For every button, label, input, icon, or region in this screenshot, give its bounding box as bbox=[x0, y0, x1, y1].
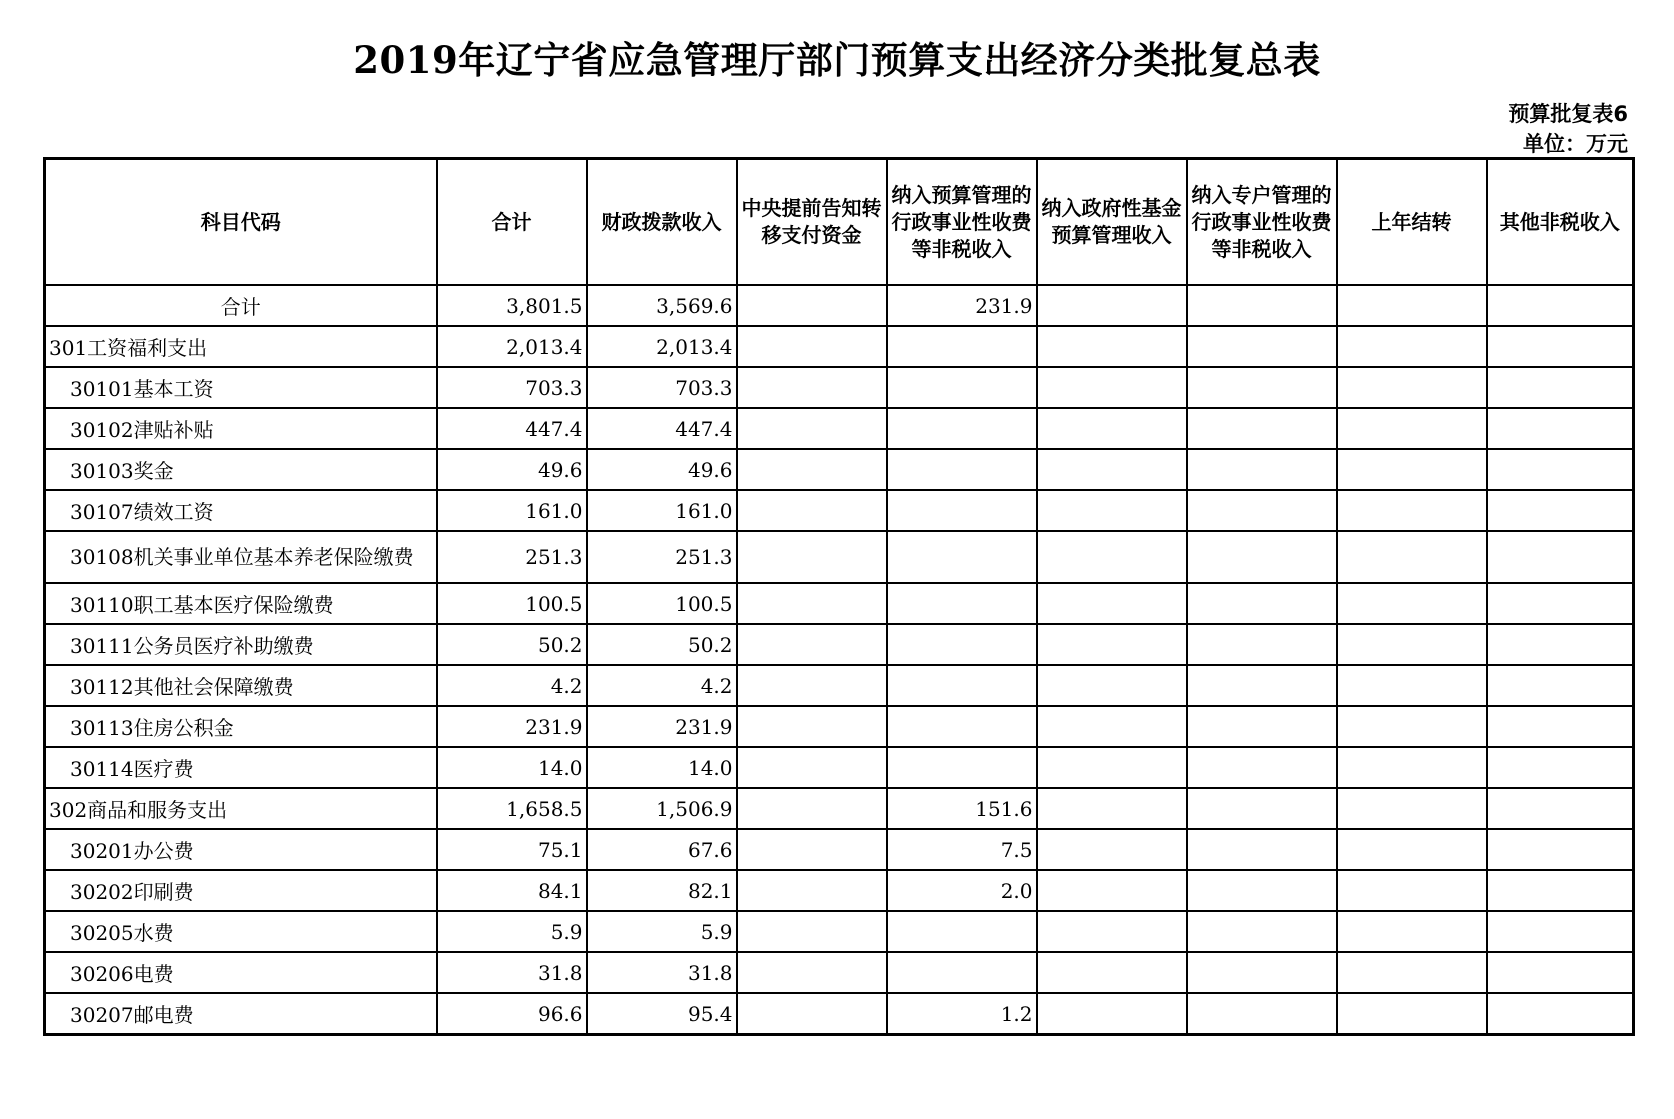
cell-total: 4.2 bbox=[437, 665, 587, 706]
row-label: 30107绩效工资 bbox=[45, 490, 437, 531]
cell-budget-nontax bbox=[887, 326, 1037, 367]
cell-total: 2,013.4 bbox=[437, 326, 587, 367]
cell-carryover bbox=[1337, 408, 1487, 449]
cell-carryover bbox=[1337, 952, 1487, 993]
cell-central bbox=[737, 449, 887, 490]
cell-central bbox=[737, 829, 887, 870]
cell-budget-nontax bbox=[887, 706, 1037, 747]
cell-budget-nontax: 231.9 bbox=[887, 285, 1037, 326]
cell-total: 161.0 bbox=[437, 490, 587, 531]
cell-carryover bbox=[1337, 911, 1487, 952]
cell-carryover bbox=[1337, 747, 1487, 788]
col-header-special-account-nontax: 纳入专户管理的行政事业性收费等非税收入 bbox=[1187, 159, 1337, 286]
row-label: 30201办公费 bbox=[45, 829, 437, 870]
table-row bbox=[45, 829, 1634, 870]
cell-fiscal: 95.4 bbox=[587, 993, 737, 1035]
col-header-budget-nontax: 纳入预算管理的行政事业性收费等非税收入 bbox=[887, 159, 1037, 286]
cell-total: 75.1 bbox=[437, 829, 587, 870]
cell-gov-fund bbox=[1037, 531, 1187, 583]
budget-table bbox=[43, 157, 1635, 1036]
cell-budget-nontax bbox=[887, 624, 1037, 665]
cell-fiscal: 231.9 bbox=[587, 706, 737, 747]
cell-special-account bbox=[1187, 583, 1337, 624]
unit-label: 单位：万元 bbox=[1523, 132, 1628, 156]
cell-fiscal: 100.5 bbox=[587, 583, 737, 624]
cell-other-nontax bbox=[1487, 993, 1634, 1035]
cell-carryover bbox=[1337, 490, 1487, 531]
cell-central bbox=[737, 408, 887, 449]
cell-fiscal: 4.2 bbox=[587, 665, 737, 706]
cell-fiscal: 31.8 bbox=[587, 952, 737, 993]
cell-total: 3,801.5 bbox=[437, 285, 587, 326]
cell-other-nontax bbox=[1487, 408, 1634, 449]
cell-fiscal: 447.4 bbox=[587, 408, 737, 449]
cell-fiscal: 703.3 bbox=[587, 367, 737, 408]
cell-gov-fund bbox=[1037, 952, 1187, 993]
cell-total: 50.2 bbox=[437, 624, 587, 665]
cell-central bbox=[737, 285, 887, 326]
cell-carryover bbox=[1337, 788, 1487, 829]
cell-carryover bbox=[1337, 829, 1487, 870]
row-label: 30207邮电费 bbox=[45, 993, 437, 1035]
row-label: 30114医疗费 bbox=[45, 747, 437, 788]
cell-special-account bbox=[1187, 665, 1337, 706]
cell-gov-fund bbox=[1037, 747, 1187, 788]
table-row bbox=[45, 449, 1634, 490]
cell-central bbox=[737, 911, 887, 952]
cell-other-nontax bbox=[1487, 706, 1634, 747]
row-label: 30202印刷费 bbox=[45, 870, 437, 911]
cell-fiscal: 67.6 bbox=[587, 829, 737, 870]
cell-carryover bbox=[1337, 449, 1487, 490]
row-label: 302商品和服务支出 bbox=[45, 788, 437, 829]
cell-budget-nontax bbox=[887, 583, 1037, 624]
table-row bbox=[45, 583, 1634, 624]
table-row bbox=[45, 788, 1634, 829]
cell-other-nontax bbox=[1487, 870, 1634, 911]
cell-other-nontax bbox=[1487, 326, 1634, 367]
cell-special-account bbox=[1187, 870, 1337, 911]
cell-gov-fund bbox=[1037, 829, 1187, 870]
cell-special-account bbox=[1187, 326, 1337, 367]
cell-total: 251.3 bbox=[437, 531, 587, 583]
row-label: 30206电费 bbox=[45, 952, 437, 993]
cell-fiscal: 82.1 bbox=[587, 870, 737, 911]
cell-other-nontax bbox=[1487, 952, 1634, 993]
table-row bbox=[45, 408, 1634, 449]
cell-total: 447.4 bbox=[437, 408, 587, 449]
cell-special-account bbox=[1187, 449, 1337, 490]
cell-special-account bbox=[1187, 993, 1337, 1035]
cell-carryover bbox=[1337, 624, 1487, 665]
col-header-total: 合计 bbox=[437, 159, 587, 286]
cell-total: 96.6 bbox=[437, 993, 587, 1035]
cell-budget-nontax bbox=[887, 665, 1037, 706]
cell-central bbox=[737, 706, 887, 747]
cell-gov-fund bbox=[1037, 490, 1187, 531]
table-row bbox=[45, 490, 1634, 531]
cell-special-account bbox=[1187, 408, 1337, 449]
cell-carryover bbox=[1337, 706, 1487, 747]
cell-carryover bbox=[1337, 870, 1487, 911]
col-header-carryover: 上年结转 bbox=[1337, 159, 1487, 286]
row-label: 301工资福利支出 bbox=[45, 326, 437, 367]
row-label: 30102津贴补贴 bbox=[45, 408, 437, 449]
cell-special-account bbox=[1187, 706, 1337, 747]
table-row bbox=[45, 993, 1634, 1035]
row-label: 30111公务员医疗补助缴费 bbox=[45, 624, 437, 665]
table-header-row bbox=[45, 159, 1634, 286]
cell-total: 31.8 bbox=[437, 952, 587, 993]
cell-gov-fund bbox=[1037, 993, 1187, 1035]
cell-gov-fund bbox=[1037, 408, 1187, 449]
cell-central bbox=[737, 367, 887, 408]
cell-other-nontax bbox=[1487, 624, 1634, 665]
cell-other-nontax bbox=[1487, 531, 1634, 583]
cell-budget-nontax bbox=[887, 408, 1037, 449]
cell-budget-nontax bbox=[887, 952, 1037, 993]
cell-central bbox=[737, 326, 887, 367]
row-label: 30103奖金 bbox=[45, 449, 437, 490]
cell-carryover bbox=[1337, 583, 1487, 624]
cell-fiscal: 50.2 bbox=[587, 624, 737, 665]
cell-budget-nontax: 2.0 bbox=[887, 870, 1037, 911]
cell-fiscal: 3,569.6 bbox=[587, 285, 737, 326]
table-row bbox=[45, 367, 1634, 408]
cell-central bbox=[737, 747, 887, 788]
cell-special-account bbox=[1187, 531, 1337, 583]
cell-budget-nontax: 151.6 bbox=[887, 788, 1037, 829]
cell-central bbox=[737, 624, 887, 665]
table-row bbox=[45, 747, 1634, 788]
cell-other-nontax bbox=[1487, 829, 1634, 870]
cell-central bbox=[737, 952, 887, 993]
cell-central bbox=[737, 870, 887, 911]
cell-fiscal: 1,506.9 bbox=[587, 788, 737, 829]
cell-special-account bbox=[1187, 285, 1337, 326]
cell-carryover bbox=[1337, 993, 1487, 1035]
table-number: 预算批复表6 bbox=[1508, 102, 1628, 126]
cell-central bbox=[737, 490, 887, 531]
cell-special-account bbox=[1187, 952, 1337, 993]
cell-fiscal: 251.3 bbox=[587, 531, 737, 583]
cell-total: 14.0 bbox=[437, 747, 587, 788]
cell-special-account bbox=[1187, 367, 1337, 408]
cell-central bbox=[737, 583, 887, 624]
cell-gov-fund bbox=[1037, 583, 1187, 624]
page-title: 2019年辽宁省应急管理厅部门预算支出经济分类批复总表 bbox=[353, 38, 1321, 82]
cell-other-nontax bbox=[1487, 367, 1634, 408]
cell-gov-fund bbox=[1037, 326, 1187, 367]
table-row-total bbox=[45, 285, 1634, 326]
cell-gov-fund bbox=[1037, 870, 1187, 911]
cell-fiscal: 2,013.4 bbox=[587, 326, 737, 367]
cell-gov-fund bbox=[1037, 665, 1187, 706]
cell-other-nontax bbox=[1487, 665, 1634, 706]
cell-central bbox=[737, 531, 887, 583]
cell-fiscal: 14.0 bbox=[587, 747, 737, 788]
cell-total: 231.9 bbox=[437, 706, 587, 747]
row-label: 30108机关事业单位基本养老保险缴费 bbox=[45, 531, 437, 583]
cell-central bbox=[737, 788, 887, 829]
cell-special-account bbox=[1187, 490, 1337, 531]
cell-carryover bbox=[1337, 531, 1487, 583]
cell-gov-fund bbox=[1037, 788, 1187, 829]
row-label: 合计 bbox=[45, 285, 437, 326]
cell-central bbox=[737, 993, 887, 1035]
cell-budget-nontax bbox=[887, 911, 1037, 952]
cell-total: 703.3 bbox=[437, 367, 587, 408]
cell-gov-fund bbox=[1037, 624, 1187, 665]
cell-fiscal: 49.6 bbox=[587, 449, 737, 490]
cell-other-nontax bbox=[1487, 490, 1634, 531]
cell-total: 5.9 bbox=[437, 911, 587, 952]
cell-gov-fund bbox=[1037, 911, 1187, 952]
row-label: 30205水费 bbox=[45, 911, 437, 952]
row-label: 30113住房公积金 bbox=[45, 706, 437, 747]
cell-carryover bbox=[1337, 326, 1487, 367]
cell-budget-nontax bbox=[887, 747, 1037, 788]
table-row bbox=[45, 952, 1634, 993]
cell-central bbox=[737, 665, 887, 706]
cell-other-nontax bbox=[1487, 583, 1634, 624]
table-row bbox=[45, 326, 1634, 367]
row-label: 30110职工基本医疗保险缴费 bbox=[45, 583, 437, 624]
row-label: 30112其他社会保障缴费 bbox=[45, 665, 437, 706]
cell-budget-nontax bbox=[887, 531, 1037, 583]
col-header-subject-code: 科目代码 bbox=[45, 159, 437, 286]
table-row bbox=[45, 870, 1634, 911]
cell-fiscal: 5.9 bbox=[587, 911, 737, 952]
cell-special-account bbox=[1187, 747, 1337, 788]
cell-carryover bbox=[1337, 367, 1487, 408]
table-row bbox=[45, 531, 1634, 583]
cell-budget-nontax bbox=[887, 449, 1037, 490]
cell-total: 49.6 bbox=[437, 449, 587, 490]
cell-budget-nontax bbox=[887, 367, 1037, 408]
cell-other-nontax bbox=[1487, 911, 1634, 952]
cell-budget-nontax bbox=[887, 490, 1037, 531]
cell-other-nontax bbox=[1487, 285, 1634, 326]
col-header-other-nontax: 其他非税收入 bbox=[1487, 159, 1634, 286]
cell-gov-fund bbox=[1037, 706, 1187, 747]
cell-gov-fund bbox=[1037, 449, 1187, 490]
table-row bbox=[45, 706, 1634, 747]
cell-other-nontax bbox=[1487, 449, 1634, 490]
cell-budget-nontax: 7.5 bbox=[887, 829, 1037, 870]
table-row bbox=[45, 911, 1634, 952]
cell-carryover bbox=[1337, 285, 1487, 326]
cell-other-nontax bbox=[1487, 747, 1634, 788]
cell-special-account bbox=[1187, 624, 1337, 665]
row-label: 30101基本工资 bbox=[45, 367, 437, 408]
cell-special-account bbox=[1187, 911, 1337, 952]
table-row bbox=[45, 624, 1634, 665]
cell-total: 84.1 bbox=[437, 870, 587, 911]
cell-total: 1,658.5 bbox=[437, 788, 587, 829]
cell-fiscal: 161.0 bbox=[587, 490, 737, 531]
cell-special-account bbox=[1187, 788, 1337, 829]
col-header-gov-fund: 纳入政府性基金预算管理收入 bbox=[1037, 159, 1187, 286]
cell-total: 100.5 bbox=[437, 583, 587, 624]
table-row bbox=[45, 665, 1634, 706]
cell-budget-nontax: 1.2 bbox=[887, 993, 1037, 1035]
col-header-central-transfer: 中央提前告知转移支付资金 bbox=[737, 159, 887, 286]
cell-gov-fund bbox=[1037, 367, 1187, 408]
col-header-fiscal-appropriation: 财政拨款收入 bbox=[587, 159, 737, 286]
cell-carryover bbox=[1337, 665, 1487, 706]
cell-gov-fund bbox=[1037, 285, 1187, 326]
cell-special-account bbox=[1187, 829, 1337, 870]
cell-other-nontax bbox=[1487, 788, 1634, 829]
